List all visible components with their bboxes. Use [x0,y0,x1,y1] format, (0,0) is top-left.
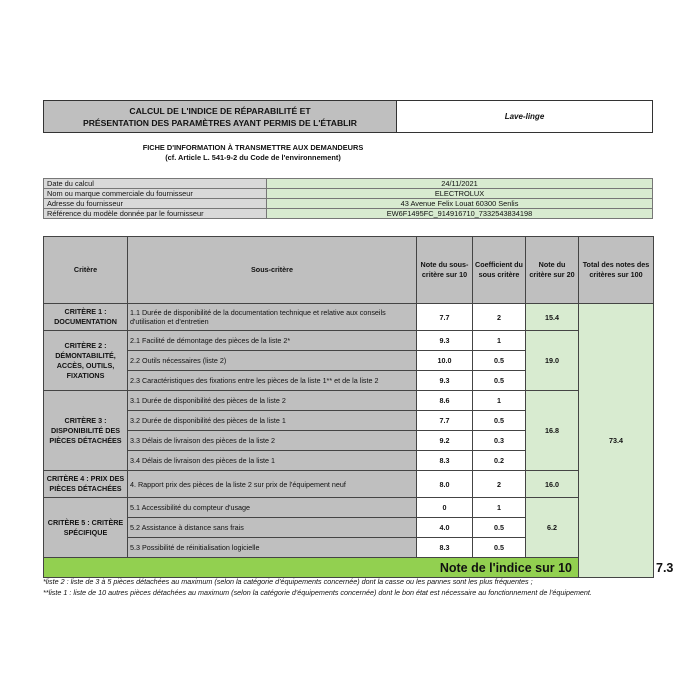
sub-note: 8.3 [417,538,473,558]
sub-coef: 1 [473,391,526,411]
criterion-note: 16.8 [526,391,579,471]
total-100: 73.4 [579,304,654,578]
sub-criterion: 5.3 Possibilité de réinitialisation logicielle [128,538,417,558]
criterion-name: CRITÈRE 3 : DISPONIBILITÉ DES PIÈCES DÉTACHÉES [44,391,128,471]
sub-criterion: 3.2 Durée de disponibilité des pièces de la liste 1 [128,411,417,431]
score-table [43,236,674,578]
info-row [44,199,653,209]
sub-criterion: 3.4 Délais de livraison des pièces de la liste 1 [128,451,417,471]
footnote-liste-2: *liste 2 : liste de 3 à 5 pièces détachées au maximum (selon la catégorie d'équipements concernée) dont la casse ou les pannes sont les plus fréquentes ; [43,577,533,586]
sub-criterion: 2.2 Outils nécessaires (liste 2) [128,351,417,371]
sub-coef: 0.3 [473,431,526,451]
table-row [44,498,654,518]
criterion-note: 15.4 [526,304,579,331]
sub-coef: 1 [473,331,526,351]
header-title [44,101,397,132]
sub-criterion: 3.1 Durée de disponibilité des pièces de la liste 2 [128,391,417,411]
col-total: Total des notes des critères sur 100 [579,237,654,304]
col-sous-critere: Sous-critère [128,237,417,304]
criterion-name: CRITÈRE 2 : DÉMONTABILITÉ, ACCÈS, OUTILS, FIXATIONS [44,331,128,391]
sub-coef: 2 [473,304,526,331]
criterion-note: 16.0 [526,471,579,498]
header-box [43,100,653,133]
sub-note: 4.0 [417,518,473,538]
info-label: Adresse du fournisseur [44,199,267,209]
sub-note: 7.7 [417,411,473,431]
info-row [44,179,653,189]
table-row [44,331,654,351]
sub-note: 9.3 [417,371,473,391]
sub-note: 8.3 [417,451,473,471]
table-row [44,304,654,331]
info-label: Référence du modèle donnée par le fournisseur [44,209,267,219]
sub-note: 9.2 [417,431,473,451]
table-row [44,471,654,498]
sub-coef: 0.2 [473,451,526,471]
sub-note: 0 [417,498,473,518]
info-value: 43 Avenue Felix Louat 60300 Senlis [267,199,653,209]
sub-coef: 0.5 [473,371,526,391]
sub-note: 8.0 [417,471,473,498]
criterion-note: 19.0 [526,331,579,391]
info-row [44,189,653,199]
sub-criterion: 4. Rapport prix des pièces de la liste 2 sur prix de l'équipement neuf [128,471,417,498]
sub-criterion: 5.1 Accessibilité du compteur d'usage [128,498,417,518]
product-type: Lave-linge [504,112,545,121]
sub-criterion: 2.1 Facilité de démontage des pièces de la liste 2* [128,331,417,351]
info-value: EW6F1495FC_914916710_7332543834198 [267,209,653,219]
table-row [44,391,654,411]
info-value: ELECTROLUX [267,189,653,199]
sub-coef: 2 [473,471,526,498]
sub-coef: 0.5 [473,518,526,538]
col-note-critere: Note du critère sur 20 [526,237,579,304]
sub-note: 10.0 [417,351,473,371]
info-label: Date du calcul [44,179,267,189]
subheader [43,143,463,163]
sub-note: 7.7 [417,304,473,331]
info-table [43,178,653,219]
criterion-name: CRITÈRE 5 : CRITÈRE SPÉCIFIQUE [44,498,128,558]
col-note-sous-critere: Note du sous-critère sur 10 [417,237,473,304]
criterion-name: CRITÈRE 4 : PRIX DES PIÈCES DÉTACHÉES [44,471,128,498]
score-table-header [44,237,654,304]
info-row [44,209,653,219]
info-label: Nom ou marque commerciale du fournisseur [44,189,267,199]
sub-coef: 0.5 [473,538,526,558]
sub-coef: 0.5 [473,411,526,431]
sub-note: 9.3 [417,331,473,351]
footnote-liste-1: **liste 1 : liste de 10 autres pièces détachées au maximum (selon la catégorie d'équipements concernée) dont le bon état est nécessaire au fonctionnement de l'équipement. [43,588,592,597]
sub-criterion: 5.2 Assistance à distance sans frais [128,518,417,538]
final-score-label: Note de l'indice sur 10 [44,558,579,578]
footnotes [43,576,658,598]
header-title-line2: PRÉSENTATION DES PARAMÈTRES AYANT PERMIS DE L'ÉTABLIR [82,117,358,128]
sub-note: 8.6 [417,391,473,411]
col-coefficient: Coefficient du sous critère [473,237,526,304]
col-critere: Critère [44,237,128,304]
final-score-row: Note de l'indice sur 10 7.3 [44,558,654,578]
subheader-line2: (cf. Article L. 541-9-2 du Code de l'environnement) [165,153,341,162]
subheader-line1: FICHE D'INFORMATION À TRANSMETTRE AUX DEMANDEURS [142,143,364,152]
sub-coef: 0.5 [473,351,526,371]
sub-criterion: 3.3 Délais de livraison des pièces de la liste 2 [128,431,417,451]
header-title-line1: CALCUL DE L'INDICE DE RÉPARABILITÉ ET [129,105,311,116]
sub-criterion: 2.3 Caractéristiques des fixations entre les pièces de la liste 1** et de la liste 2 [128,371,417,391]
info-value: 24/11/2021 [267,179,653,189]
sub-criterion: 1.1 Durée de disponibilité de la documentation technique et relative aux conseils d'utilisation et d'entretien [128,304,417,331]
sub-coef: 1 [473,498,526,518]
criterion-note: 6.2 [526,498,579,558]
criterion-name: CRITÈRE 1 : DOCUMENTATION [44,304,128,331]
